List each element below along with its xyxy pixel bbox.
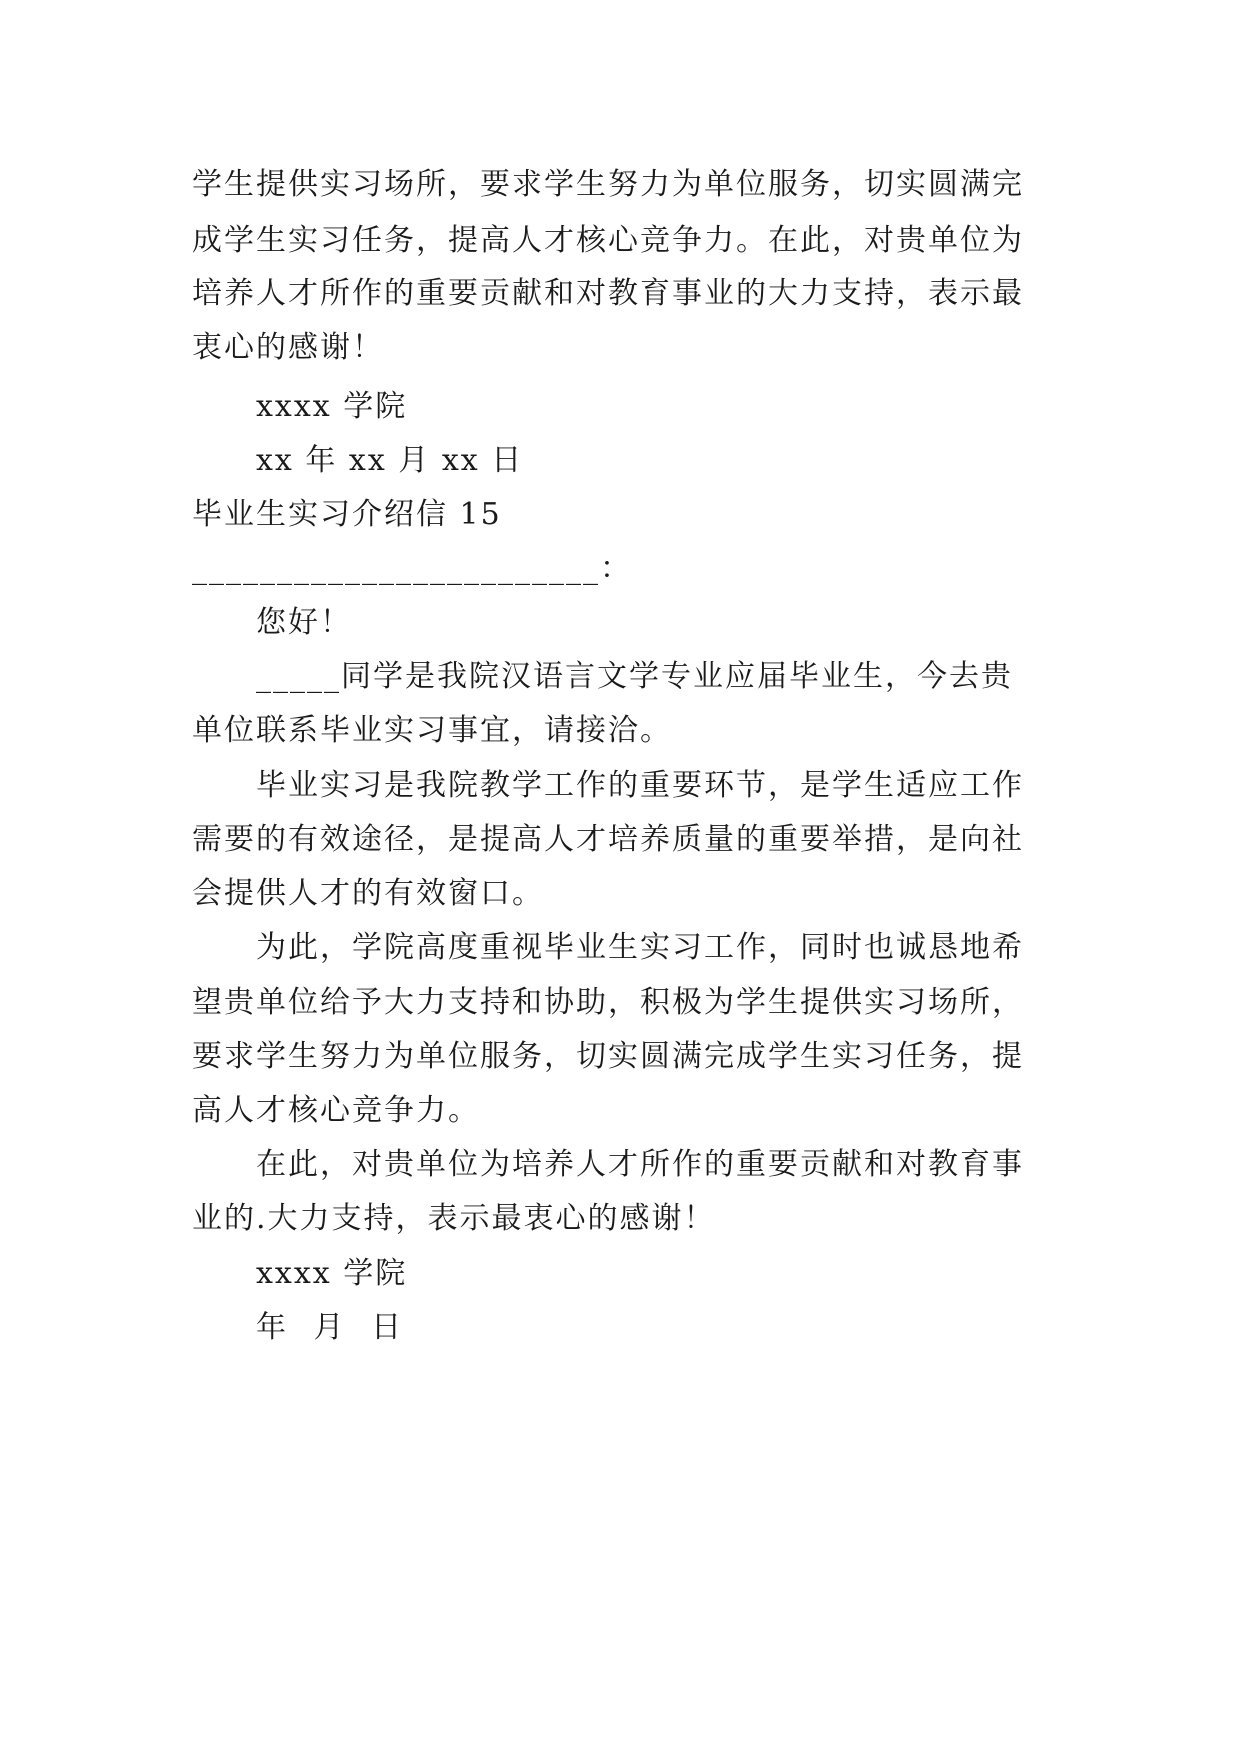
text-line: 毕业实习是我院教学工作的重要环节，是学生适应工作 bbox=[256, 768, 1024, 803]
text-line: 望贵单位给予大力支持和协助，积极为学生提供实习场所， bbox=[192, 985, 1024, 1020]
text-line: 培养人才所作的重要贡献和对教育事业的大力支持，表示最 bbox=[192, 276, 1024, 311]
text-line: 需要的有效途径，是提高人才培养质量的重要举措，是向社 bbox=[192, 822, 1024, 857]
date: xx 年 xx 月 xx 日 bbox=[256, 443, 524, 478]
text-line: 成学生实习任务，提高人才核心竞争力。在此，对贵单位为 bbox=[192, 223, 1024, 258]
greeting: 您好！ bbox=[256, 605, 352, 640]
recipient-line: ________________________： bbox=[192, 551, 632, 586]
text-line: 衷心的感谢！ bbox=[192, 330, 384, 365]
text-line: 会提供人才的有效窗口。 bbox=[192, 876, 544, 911]
date: 年 月 日 bbox=[256, 1310, 404, 1345]
text-line: 学生提供实习场所，要求学生努力为单位服务，切实圆满完 bbox=[192, 167, 1024, 202]
signature: xxxx 学院 bbox=[256, 1256, 408, 1291]
text-line: 业的.大力支持，表示最衷心的感谢！ bbox=[192, 1201, 716, 1236]
text-line: 要求学生努力为单位服务，切实圆满完成学生实习任务，提 bbox=[192, 1039, 1024, 1074]
text-line: 为此，学院高度重视毕业生实习工作，同时也诚恳地希 bbox=[256, 930, 1024, 965]
text-line: 单位联系毕业实习事宜，请接洽。 bbox=[192, 713, 672, 748]
section-title: 毕业生实习介绍信 15 bbox=[192, 497, 502, 532]
text-line: _____同学是我院汉语言文学专业应届毕业生，今去贵 bbox=[256, 659, 1013, 694]
text-line: 高人才核心竞争力。 bbox=[192, 1093, 480, 1128]
signature: xxxx 学院 bbox=[256, 389, 408, 424]
text-line: 在此，对贵单位为培养人才所作的重要贡献和对教育事 bbox=[256, 1147, 1024, 1182]
